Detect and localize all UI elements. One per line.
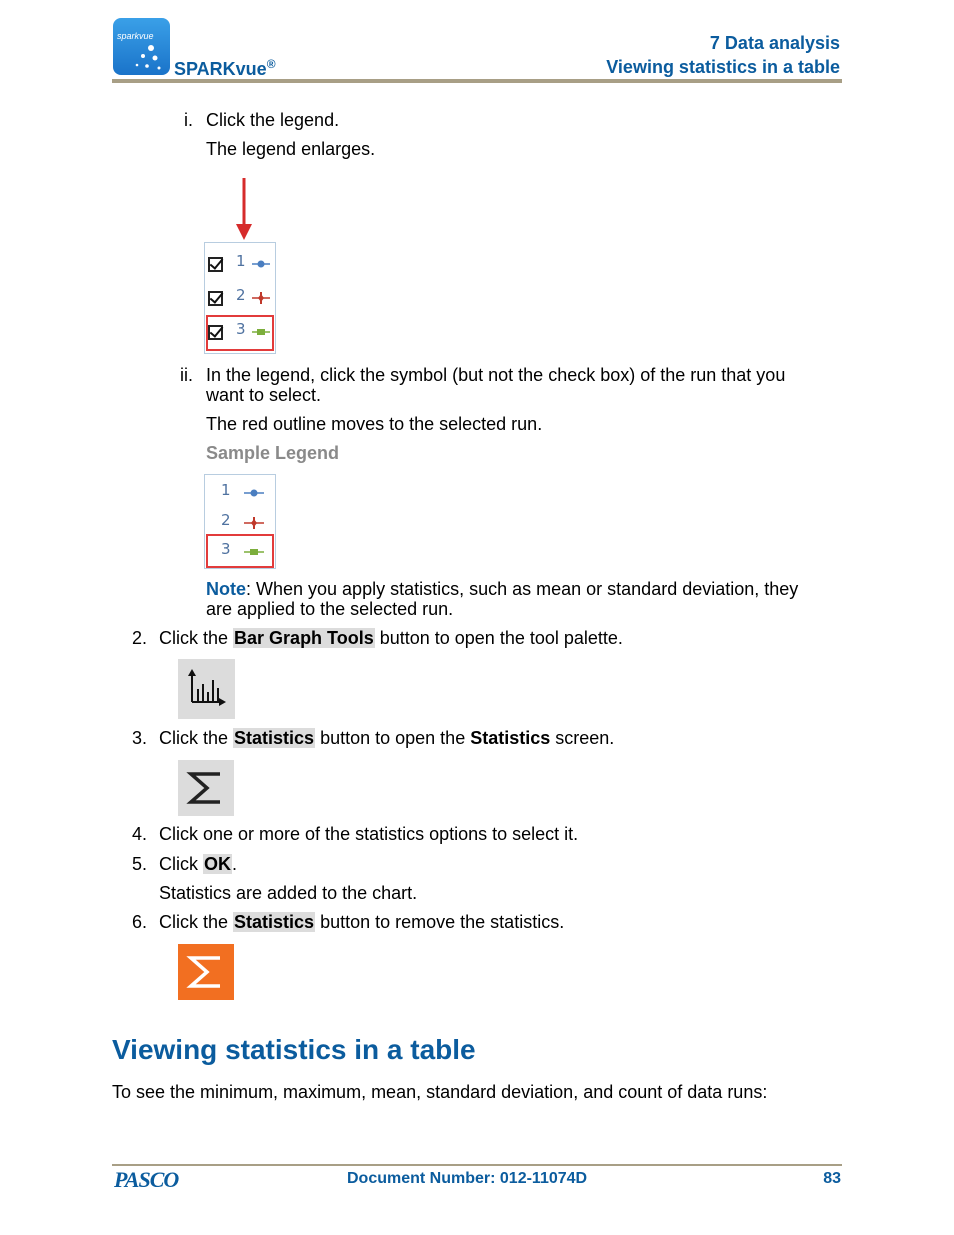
substep-i-result: The legend enlarges. (206, 139, 376, 159)
run1-circle-symbol-icon[interactable] (243, 487, 265, 499)
step-5-number: 5. (132, 854, 148, 874)
note-line2: are applied to the selected run. (206, 599, 454, 619)
statistics-button-active[interactable] (178, 944, 234, 1000)
sigma-icon (178, 760, 234, 816)
bar-graph-tools-button[interactable] (178, 659, 235, 719)
legend-row[interactable] (205, 477, 275, 505)
step-5-result: Statistics are added to the chart. (159, 883, 418, 903)
substep-ii-number: ii. (180, 365, 193, 385)
logo-wordmark: sparkvue (117, 31, 154, 41)
step-text: Click the (159, 912, 234, 932)
substep-ii-line1: In the legend, click the symbol (but not the check box) of the run that you (206, 365, 786, 385)
run2-cross-symbol-icon[interactable] (251, 291, 271, 305)
statistics-screen-label: Statistics (470, 728, 551, 748)
legend-row[interactable] (205, 317, 275, 345)
legend-enlarged[interactable] (204, 242, 276, 354)
step-4-text: Click one or more of the statistics options to select it. (159, 824, 579, 844)
step-text: . (232, 854, 238, 874)
step-4-number: 4. (132, 824, 148, 844)
section-header: Viewing statistics in a table (606, 57, 840, 77)
chapter-title: 7 Data analysis (709, 33, 840, 53)
substep-i-number: i. (184, 110, 193, 130)
footer-rule (112, 1164, 842, 1166)
step-text: Click the (159, 728, 234, 748)
step-text: Click the (159, 628, 234, 648)
substep-ii-line2: want to select. (206, 385, 322, 405)
checkbox-checked-icon[interactable] (208, 257, 223, 272)
step-2-number: 2. (132, 628, 148, 648)
sample-legend[interactable] (204, 474, 276, 569)
step-3-number: 3. (132, 728, 148, 748)
document-number: Document Number: 012-11074D (347, 1170, 588, 1187)
statistics-label: Statistics (234, 912, 315, 932)
step-text: button to open the tool palette. (374, 628, 623, 648)
section-intro: To see the minimum, maximum, mean, standard deviation, and count of data runs: (112, 1082, 768, 1102)
header-rule (112, 79, 842, 83)
checkbox-checked-icon[interactable] (208, 291, 223, 306)
product-label: SPARKvue (174, 59, 267, 79)
ok-label: OK (204, 854, 231, 874)
step-2-text (159, 628, 623, 649)
note-text: : When you apply statistics, such as mean or standard deviation, they (246, 579, 799, 599)
statistics-label: Statistics (234, 728, 315, 748)
logo-dots-icon (113, 18, 170, 75)
step-5-text (159, 854, 237, 875)
run2-cross-symbol-icon[interactable] (243, 516, 265, 530)
product-name (174, 57, 276, 80)
note-label: Note (206, 579, 246, 599)
step-text: button to open the (315, 728, 471, 748)
sparkvue-logo (113, 18, 170, 75)
bar-graph-tools-icon (178, 659, 235, 719)
legend-row[interactable] (205, 507, 275, 535)
bar-graph-tools-label: Bar Graph Tools (234, 628, 374, 648)
red-arrow-icon (232, 178, 256, 242)
step-6-text (159, 912, 564, 933)
run3-square-symbol-icon[interactable] (251, 326, 271, 338)
sample-legend-caption: Sample Legend (206, 443, 340, 463)
run-number: 2 (221, 511, 231, 529)
registered-mark: ® (266, 57, 276, 71)
run-number: 3 (236, 320, 246, 338)
step-text: button to remove the statistics. (315, 912, 565, 932)
run-number: 1 (221, 481, 231, 499)
checkbox-checked-icon[interactable] (208, 325, 223, 340)
run-number: 3 (221, 540, 231, 558)
run1-circle-symbol-icon[interactable] (251, 258, 271, 270)
step-6-number: 6. (132, 912, 148, 932)
note-paragraph (206, 579, 798, 600)
legend-row[interactable] (205, 283, 275, 311)
statistics-button[interactable] (178, 760, 234, 816)
step-3-text (159, 728, 614, 749)
substep-i-text: Click the legend. (206, 110, 340, 130)
sigma-icon (178, 944, 234, 1000)
legend-row[interactable] (205, 249, 275, 277)
section-title: Viewing statistics in a table (112, 1034, 476, 1065)
step-text: screen. (550, 728, 615, 748)
pasco-logo: PASCO (114, 1167, 179, 1192)
substep-ii-result: The red outline moves to the selected run. (206, 414, 543, 434)
page-number: 83 (823, 1170, 841, 1187)
run-number: 2 (236, 286, 246, 304)
run-number: 1 (236, 252, 246, 270)
step-text: Click (159, 854, 203, 874)
run3-square-symbol-icon[interactable] (243, 546, 265, 558)
legend-row[interactable] (205, 536, 275, 564)
